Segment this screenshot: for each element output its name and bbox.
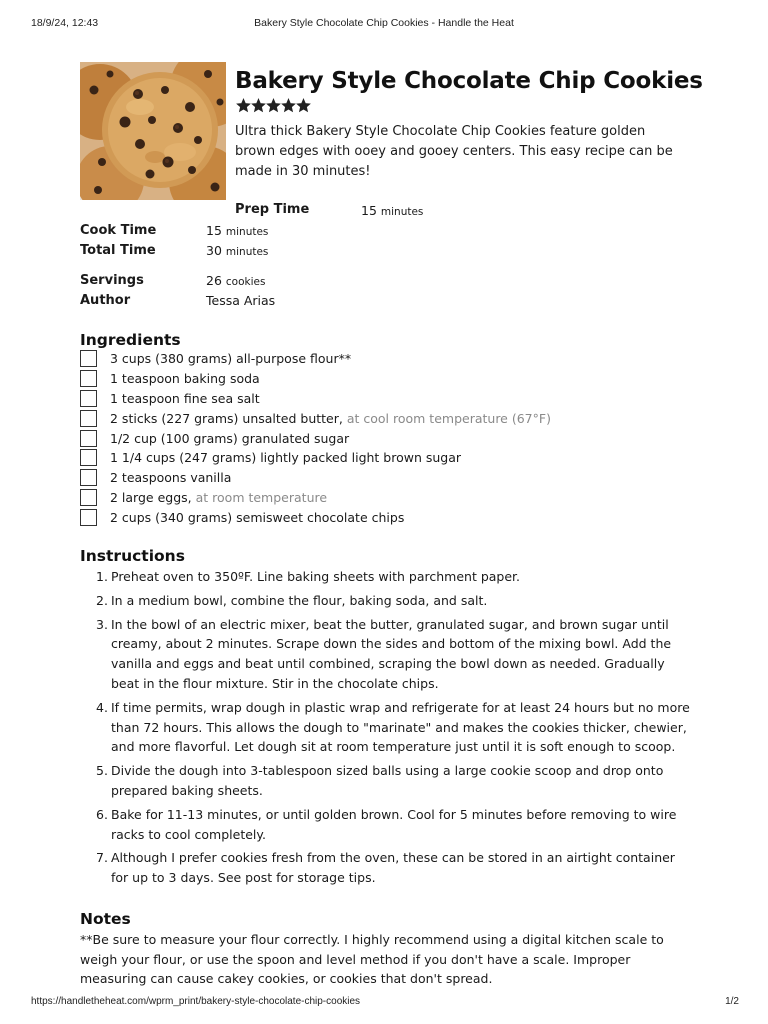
step-number: 6. xyxy=(96,806,108,822)
ingredient-text: 2 sticks (227 grams) unsalted butter, xyxy=(110,410,343,426)
instruction-step xyxy=(80,761,690,801)
ingredient-item xyxy=(80,488,700,508)
ingredient-text: 2 cups (340 grams) semisweet chocolate chips xyxy=(110,509,405,525)
print-header xyxy=(0,17,768,31)
ingredient-item xyxy=(80,389,700,409)
total-time-unit: minutes xyxy=(225,246,269,258)
step-text: In a medium bowl, combine the flour, baking soda, and salt. xyxy=(111,592,488,608)
step-number: 1. xyxy=(96,569,108,584)
ingredient-text: 1 1/4 cups (247 grams) lightly packed light brown sugar xyxy=(110,450,462,466)
ingredient-note: at room temperature xyxy=(195,489,328,505)
ingredient-checkbox[interactable] xyxy=(80,509,97,526)
instruction-step xyxy=(80,591,690,611)
servings-value xyxy=(206,273,265,288)
cook-time-value xyxy=(206,223,268,238)
ingredient-item xyxy=(80,468,700,488)
ingredient-item xyxy=(80,369,700,389)
recipe-title: Bakery Style Chocolate Chip Cookies xyxy=(235,68,703,94)
ingredient-checkbox[interactable] xyxy=(80,469,97,486)
instruction-step xyxy=(80,848,690,888)
star-rating xyxy=(236,98,311,113)
servings-unit: cookies xyxy=(225,276,266,288)
ingredient-text: 1 teaspoon fine sea salt xyxy=(110,390,260,406)
ingredient-item xyxy=(80,507,700,527)
ingredient-text: 1/2 cup (100 grams) granulated sugar xyxy=(110,430,350,446)
ingredient-text: 2 large eggs, xyxy=(110,489,192,505)
ingredient-checkbox[interactable] xyxy=(80,449,97,466)
ingredient-text: 1 teaspoon baking soda xyxy=(110,371,260,387)
instructions-heading: Instructions xyxy=(80,547,185,565)
star-icon xyxy=(281,98,296,113)
ingredients-heading: Ingredients xyxy=(80,331,181,349)
page-indicator: 1/2 xyxy=(725,996,739,1007)
step-number: 7. xyxy=(96,850,108,866)
step-number: 3. xyxy=(96,616,108,632)
print-page-title: Bakery Style Chocolate Chip Cookies - Handle the Heat xyxy=(254,17,514,29)
ingredient-item xyxy=(80,448,700,468)
ingredient-item xyxy=(80,349,700,369)
print-date: 18/9/24, 12:43 xyxy=(31,17,99,29)
cook-time-label: Cook Time xyxy=(80,223,157,238)
author-label: Author xyxy=(80,293,131,308)
ingredient-checkbox[interactable] xyxy=(80,430,97,447)
step-number: 4. xyxy=(96,699,108,715)
print-url: https://handletheheat.com/wprm_print/bakery-style-chocolate-chip-cookies xyxy=(31,996,361,1007)
step-text: If time permits, wrap dough in plastic wrap and refrigerate for at least 24 hours but no more than 72 hours. This allows the dough to "marinate" and makes the cookies thicker, chewier, and more flavorful. Let dough sit at room temperature just until it is soft enough to scoop. xyxy=(111,699,690,755)
step-number: 5. xyxy=(96,763,108,779)
prep-time-value xyxy=(361,203,423,218)
ingredient-item xyxy=(80,428,700,448)
step-text: Bake for 11-13 minutes, or until golden brown. Cool for 5 minutes before removing to wire racks to cool completely. xyxy=(111,806,677,842)
ingredient-checkbox[interactable] xyxy=(80,370,97,387)
ingredient-checkbox[interactable] xyxy=(80,390,97,407)
ingredients-list xyxy=(80,349,700,527)
servings-label: Servings xyxy=(80,273,144,288)
ingredient-item xyxy=(80,408,700,428)
star-icon xyxy=(251,98,266,113)
instruction-step xyxy=(80,567,690,587)
total-time-number: 30 xyxy=(206,243,222,258)
star-icon xyxy=(266,98,281,113)
notes-heading: Notes xyxy=(80,910,131,928)
step-number: 2. xyxy=(96,592,108,608)
recipe-image xyxy=(80,62,226,200)
step-text: Divide the dough into 3-tablespoon sized balls using a large cookie scoop and drop onto prepared baking sheets. xyxy=(111,763,664,798)
notes-text: **Be sure to measure your flour correctly. I highly recommend using a digital kitchen scale to weigh your flour, or use the spoon and level method if you don't have a scale. Improper measuring can cause cakey cookies, or cookies that don't spread. xyxy=(80,932,664,987)
cook-time-unit: minutes xyxy=(225,226,269,238)
step-text: Although I prefer cookies fresh from the oven, these can be stored in an airtight container for up to 3 days. See post for storage tips. xyxy=(111,850,675,886)
author-value: Tessa Arias xyxy=(206,293,276,308)
cookies-photo xyxy=(80,62,226,200)
ingredient-text: 3 cups (380 grams) all-purpose flour** xyxy=(110,351,352,367)
prep-time-number: 15 xyxy=(361,203,377,218)
ingredient-note: at cool room temperature (67°F) xyxy=(346,410,551,426)
servings-number: 26 xyxy=(206,273,222,288)
step-text: Preheat oven to 350ºF. Line baking sheets with parchment paper. xyxy=(111,569,521,584)
instruction-step xyxy=(80,805,690,845)
step-text: In the bowl of an electric mixer, beat the butter, granulated sugar, and brown sugar until creamy, about 2 minutes. Scrape down the sides and bottom of the mixing bowl. Add the vanilla and eggs and beat until combined, scraping the bowl down as needed. Gradually beat in the flour mixture. Stir in the chocolate chips. xyxy=(111,616,672,691)
star-icon xyxy=(296,98,311,113)
ingredient-checkbox[interactable] xyxy=(80,350,97,367)
star-icon xyxy=(236,98,251,113)
ingredient-text: 2 teaspoons vanilla xyxy=(110,470,232,486)
total-time-label: Total Time xyxy=(80,243,156,258)
prep-time-label: Prep Time xyxy=(235,202,310,217)
total-time-value xyxy=(206,243,268,258)
cook-time-number: 15 xyxy=(206,223,222,238)
ingredient-checkbox[interactable] xyxy=(80,410,97,427)
instructions-list xyxy=(80,567,690,892)
prep-time-unit: minutes xyxy=(380,206,424,218)
recipe-summary: Ultra thick Bakery Style Chocolate Chip Cookies feature golden brown edges with ooey and gooey centers. This easy recipe can be made in 30 minutes! xyxy=(235,124,673,179)
instruction-step xyxy=(80,615,690,694)
instruction-step xyxy=(80,698,690,757)
ingredient-checkbox[interactable] xyxy=(80,489,97,506)
